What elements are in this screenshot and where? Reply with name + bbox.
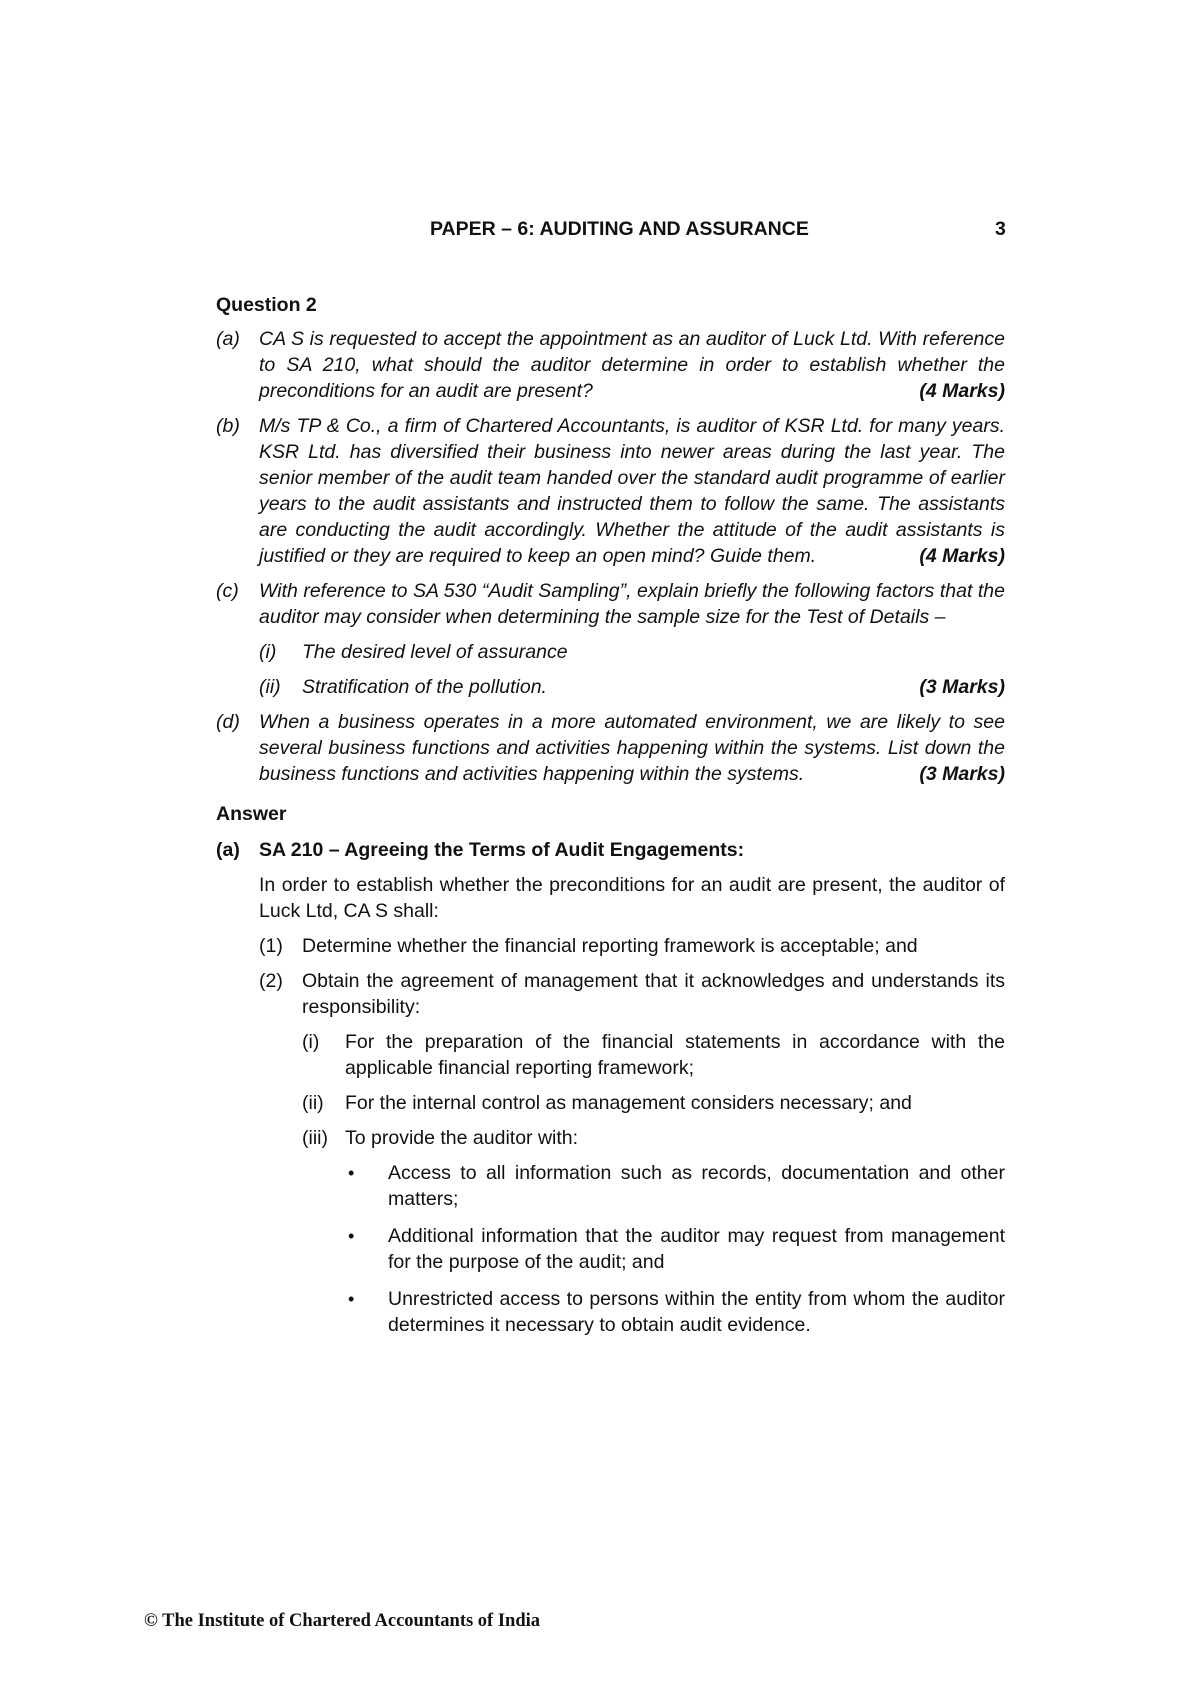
answer-subpoint-i [216, 1029, 1005, 1081]
page-content [216, 292, 1005, 1349]
bullet-icon: • [348, 1226, 355, 1246]
answer-heading: Answer [216, 803, 287, 825]
question-heading: Question 2 [216, 294, 317, 316]
question-item-a [216, 326, 1005, 404]
subitem-text: The desired level of assurance [302, 641, 568, 663]
answer-bullet-1 [216, 1160, 1005, 1212]
question-label: (a) [216, 328, 240, 350]
paper-title: PAPER – 6: AUDITING AND ASSURANCE [430, 218, 809, 240]
marks: (3 Marks) [919, 676, 1005, 698]
subpoint-text: For the internal control as management considers necessary; and [345, 1092, 912, 1114]
subpoint-text: To provide the auditor with: [345, 1127, 579, 1149]
bullet-text: Unrestricted access to persons within the entity from whom the auditor determines it necessary to obtain audit evidence. [388, 1288, 1005, 1336]
answer-bullet-2 [216, 1223, 1005, 1275]
question-item-c [216, 578, 1005, 630]
point-text: Obtain the agreement of management that it acknowledges and understands its responsibility: [302, 970, 1005, 1018]
point-text: Determine whether the financial reporting framework is acceptable; and [302, 935, 918, 957]
bullet-text: Access to all information such as records, documentation and other matters; [388, 1162, 1005, 1210]
subpoint-label: (iii) [302, 1127, 328, 1149]
bullet-icon: • [348, 1289, 355, 1309]
answer-bullet-3 [216, 1286, 1005, 1338]
question-text: When a business operates in a more automated environment, we are likely to see several business functions and activities happening within the systems. List down the business functions and activities happening within the systems. [259, 711, 1005, 785]
subpoint-label: (i) [302, 1031, 320, 1053]
question-subitem-i [216, 639, 1005, 665]
question-text: M/s TP & Co., a firm of Chartered Accountants, is auditor of KSR Ltd. for many years. KSR Ltd. has diversified their business into newer areas during the last year. The senior member of the audit team handed over the standard audit programme of earlier years to the audit assistants and instructed them to follow the same. The assistants are conducting the audit accordingly. Whether the attitude of the audit assistants is justified or they are required to keep an open mind? Guide them. [259, 415, 1005, 567]
bullet-text: Additional information that the auditor may request from management for the purpose of the audit; and [388, 1225, 1005, 1273]
answer-title-text: SA 210 – Agreeing the Terms of Audit Engagements: [259, 839, 745, 861]
question-label: (b) [216, 415, 240, 437]
marks: (3 Marks) [919, 763, 1005, 785]
bullet-icon: • [348, 1163, 355, 1183]
answer-subpoint-ii [216, 1090, 1005, 1116]
subitem-label: (i) [259, 641, 277, 663]
question-subitem-ii [216, 674, 1005, 700]
answer-point-1 [216, 933, 1005, 959]
copyright-footer: © The Institute of Chartered Accountants of India [144, 1611, 541, 1631]
question-label: (d) [216, 711, 240, 733]
answer-label: (a) [216, 839, 240, 861]
question-text: CA S is requested to accept the appointment as an auditor of Luck Ltd. With reference to SA 210, what should the auditor determine in order to establish whether the preconditions for an audit are present? [259, 328, 1005, 402]
marks: (4 Marks) [919, 545, 1005, 567]
marks: (4 Marks) [919, 380, 1005, 402]
answer-intro: In order to establish whether the preconditions for an audit are present, the auditor of Luck Ltd, CA S shall: [259, 874, 1005, 922]
question-item-b [216, 413, 1005, 569]
point-label: (2) [259, 970, 283, 992]
question-label: (c) [216, 580, 239, 602]
subitem-text: Stratification of the pollution. [302, 676, 547, 698]
answer-title [216, 837, 1005, 863]
subpoint-text: For the preparation of the financial statements in accordance with the applicable financial reporting framework; [345, 1031, 1005, 1079]
point-label: (1) [259, 935, 283, 957]
answer-point-2 [216, 968, 1005, 1020]
subitem-label: (ii) [259, 676, 281, 698]
question-item-d [216, 709, 1005, 787]
question-text: With reference to SA 530 “Audit Sampling”, explain briefly the following factors that the auditor may consider when determining the sample size for the Test of Details – [259, 580, 1005, 628]
page-number: 3 [995, 218, 1006, 240]
subpoint-label: (ii) [302, 1092, 324, 1114]
answer-subpoint-iii [216, 1125, 1005, 1151]
